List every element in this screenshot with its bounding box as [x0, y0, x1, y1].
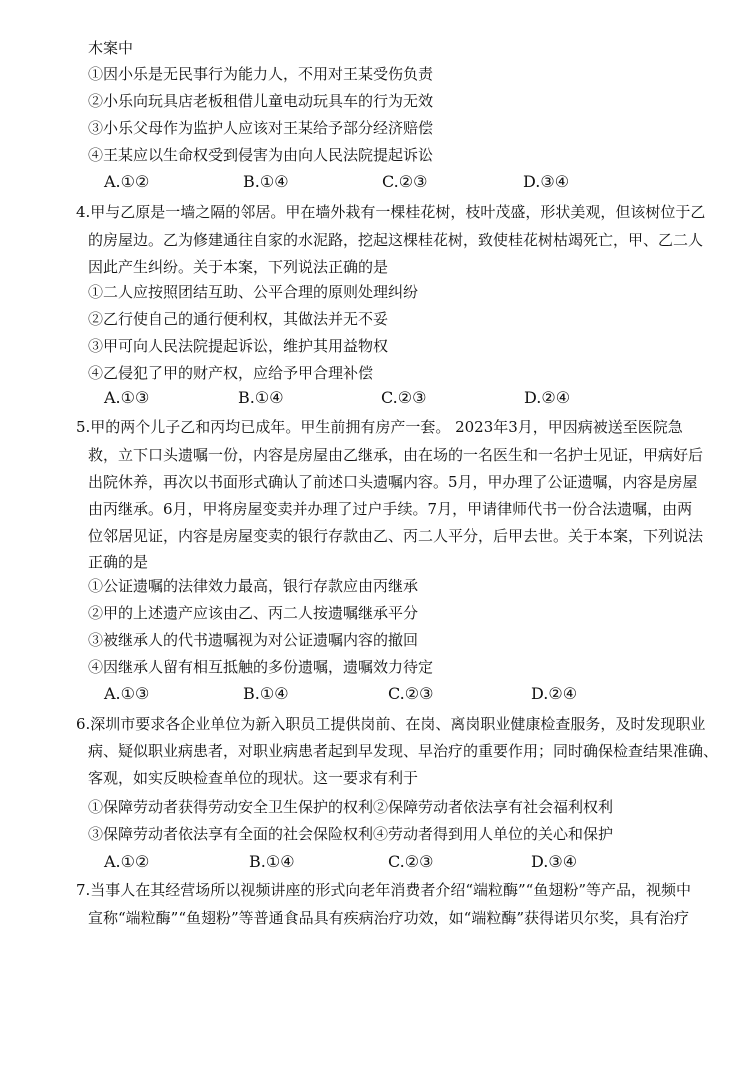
q5-option-b: B.①④	[243, 684, 289, 703]
q3-option-a: A.①②	[104, 172, 150, 191]
q5-option-d: D.②④	[531, 684, 578, 703]
q6-stem-line-3: 客观，如实反映检查单位的现状。这一要求有利于	[88, 769, 419, 787]
q3-item-1: ①因小乐是无民事行为能力人，不用对王某受伤负责	[88, 65, 434, 83]
q4-option-a: A.①③	[104, 388, 150, 407]
q6-stem-line-2: 病、疑似职业病患者，对职业病患者起到早发现、早治疗的重要作用；同时确保检查结果准确、	[88, 742, 719, 760]
q6-item-1: ①保障劳动者获得劳动安全卫生保护的权利②保障劳动者依法享有社会福利权利	[88, 798, 614, 816]
q6-option-c: C.②③	[388, 852, 434, 871]
q7-stem-line-2: 宣称“端粒酶”“鱼翅粉”等普通食品具有疾病治疗功效，如“端粒酶”获得诺贝尔奖，具有治疗	[88, 909, 690, 927]
q6-option-a: A.①②	[104, 852, 150, 871]
q3-option-b: B.①④	[243, 172, 289, 191]
q6-stem-line-1: 6.深圳市要求各企业单位为新入职员工提供岗前、在岗、离岗职业健康检查服务，及时发现职业	[76, 715, 706, 733]
q5-item-1: ①公证遗嘱的法律效力最高，银行存款应由丙继承	[88, 577, 419, 595]
q5-item-3: ③被继承人的代书遗嘱视为对公证遗嘱内容的撤回	[88, 631, 419, 649]
q3-continuation: 木案中	[88, 39, 134, 57]
q5-option-a: A.①③	[104, 684, 150, 703]
q4-stem-line-3: 因此产生纠纷。关于本案，下列说法正确的是	[88, 258, 389, 276]
q6-option-b: B.①④	[249, 852, 295, 871]
q7-stem-line-1: 7.当事人在其经营场所以视频讲座的形式向老年消费者介绍“端粒酶”“鱼翅粉”等产品，视频中	[76, 881, 691, 899]
q4-item-1: ①二人应按照团结互助、公平合理的原则处理纠纷	[88, 283, 419, 301]
q5-option-c: C.②③	[388, 684, 434, 703]
q4-item-4: ④乙侵犯了甲的财产权，应给予甲合理补偿	[88, 364, 374, 382]
q5-item-4: ④因继承人留有相互抵触的多份遗嘱，遗嘱效力待定	[88, 658, 434, 676]
q6-option-d: D.③④	[531, 852, 578, 871]
q3-item-2: ②小乐向玩具店老板租借儿童电动玩具车的行为无效	[88, 92, 434, 110]
q4-option-c: C.②③	[381, 388, 427, 407]
q3-item-4: ④王某应以生命权受到侵害为由向人民法院提起诉讼	[88, 146, 434, 164]
q5-stem-line-2: 救，立下口头遗嘱一份，内容是房屋由乙继承，由在场的一名医生和一名护士见证，甲病好后	[88, 446, 704, 464]
q6-item-2: ③保障劳动者依法享有全面的社会保险权利④劳动者得到用人单位的关心和保护	[88, 825, 614, 843]
q4-item-2: ②乙行使自己的通行便利权，其做法并无不妥	[88, 310, 389, 328]
q3-item-3: ③小乐父母作为监护人应该对王某给予部分经济赔偿	[88, 119, 434, 137]
q3-option-d: D.③④	[523, 172, 570, 191]
q5-stem-line-4: 由丙继承。6月，甲将房屋变卖并办理了过户手续。7月，甲请律师代书一份合法遗嘱，由两	[88, 500, 693, 518]
q3-option-c: C.②③	[382, 172, 428, 191]
q5-stem-line-6: 正确的是	[88, 553, 149, 571]
q5-item-2: ②甲的上述遗产应该由乙、丙二人按遗嘱继承平分	[88, 604, 419, 622]
q4-item-3: ③甲可向人民法院提起诉讼，维护其用益物权	[88, 337, 389, 355]
q5-stem-line-3: 出院休养，再次以书面形式确认了前述口头遗嘱内容。5月，甲办理了公证遗嘱，内容是房屋	[88, 473, 698, 491]
q5-stem-line-1: 5.甲的两个儿子乙和丙均已成年。甲生前拥有房产一套。 2023年3月，甲因病被送至医院急	[76, 418, 683, 436]
q5-stem-line-5: 位邻居见证，内容是房屋变卖的银行存款由乙、丙二人平分，后甲去世。关于本案，下列说法	[88, 527, 704, 545]
q4-option-d: D.②④	[524, 388, 571, 407]
q4-option-b: B.①④	[238, 388, 284, 407]
q4-stem-line-2: 的房屋边。乙为修建通往自家的水泥路，挖起这棵桂花树，致使桂花树枯竭死亡，甲、乙二人	[88, 231, 704, 249]
q4-stem-line-1: 4.甲与乙原是一墙之隔的邻居。甲在墙外栽有一棵桂花树，枝叶茂盛，形状美观，但该树位于乙	[76, 203, 706, 221]
